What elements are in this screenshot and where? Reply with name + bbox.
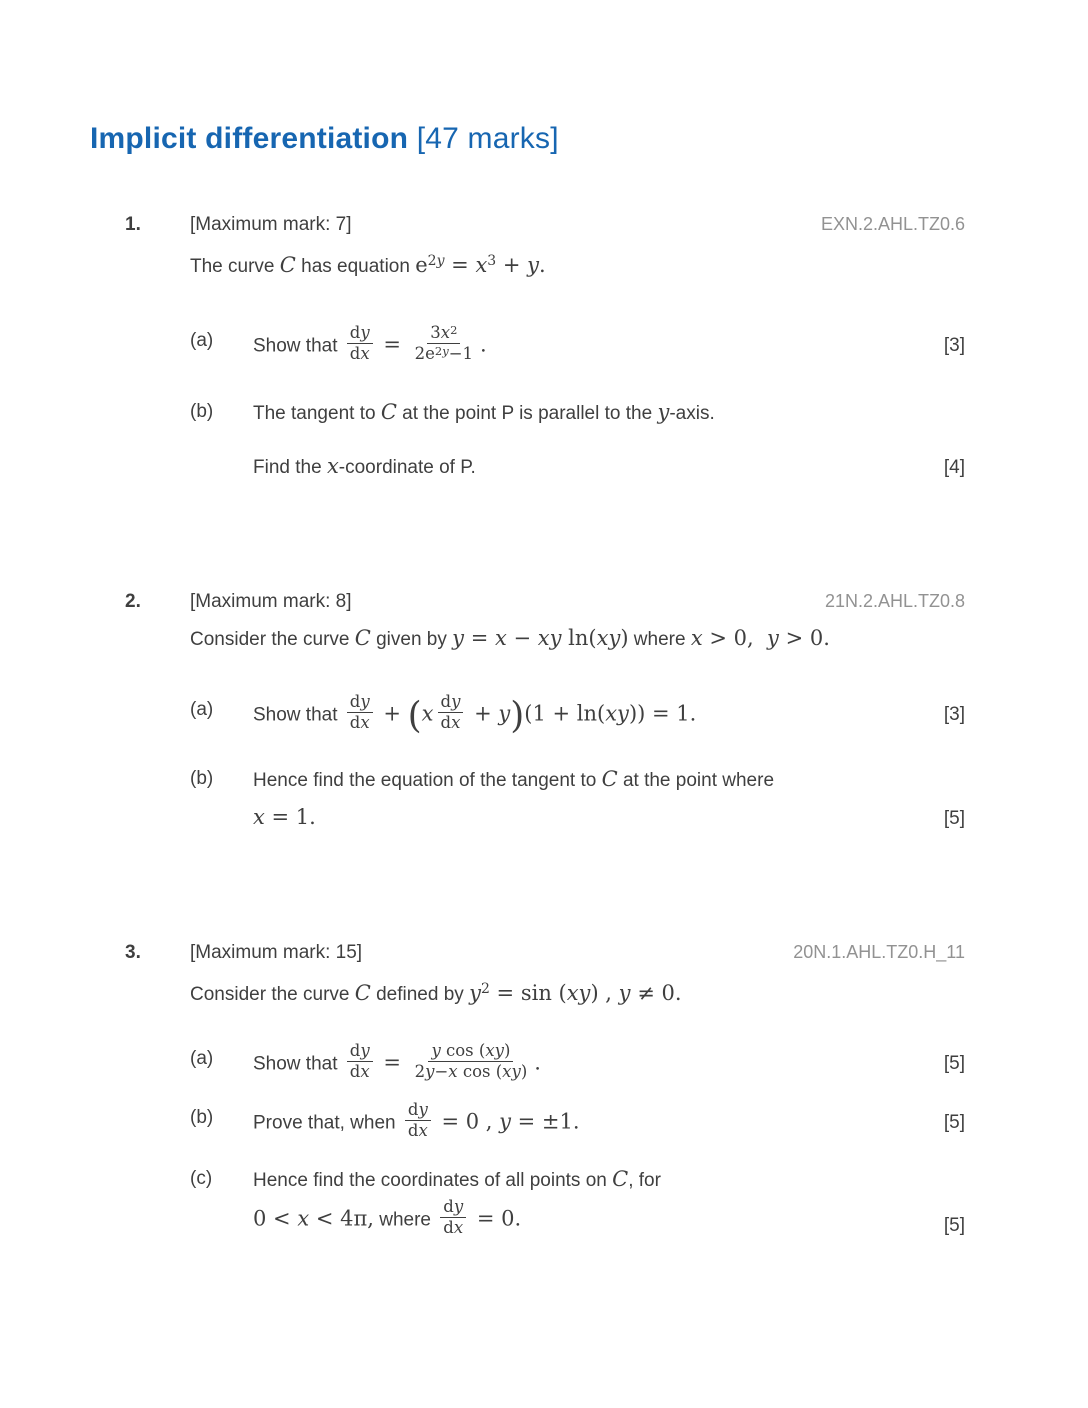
part-content: [253, 764, 965, 796]
question-3-intro: Consider the curve C defined by $y^2 = \sin (xy)$ , y ≠ 0.: [190, 980, 682, 1005]
question-ref: 21N.2.AHL.TZ0.8: [824, 590, 965, 611]
part-content: [253, 1040, 919, 1085]
page-title-marks: [47 marks]: [416, 122, 559, 155]
question-3-part-c-continued: [190, 1196, 965, 1241]
part-content: [253, 1196, 919, 1241]
part-label: (a): [190, 1047, 214, 1069]
max-mark-label: [Maximum mark: 7]: [190, 214, 352, 235]
question-3: [125, 938, 965, 1241]
page-title-text: Implicit differentiation: [90, 122, 417, 155]
question-3-part-c-condition: 0 < x < 4π, where $\frac{dy}{dx}$ = 0.: [253, 1196, 522, 1238]
marks-label: [4]: [943, 456, 965, 478]
question-1-body: [190, 246, 965, 483]
question-2-part-b-continued: [190, 802, 965, 834]
marks-label: [5]: [943, 1053, 965, 1075]
question-2: [125, 587, 965, 834]
question-2-part-a: [190, 691, 965, 737]
part-label: (b): [190, 400, 214, 422]
marks-label: [5]: [943, 807, 965, 829]
question-1-part-b: [190, 397, 965, 429]
part-label-spacer: [190, 451, 253, 483]
question-2-body: [190, 623, 965, 834]
question-number: 1.: [125, 214, 141, 235]
question-1-intro: The curve C has equation $e^{2y} = x^3 + y$.: [190, 253, 546, 277]
question-ref: 20N.1.AHL.TZ0.H_11: [793, 941, 965, 962]
question-number: 2.: [125, 590, 141, 612]
part-label-spacer: [190, 1200, 253, 1241]
question-3-part-b: [190, 1099, 965, 1144]
part-content: [253, 1099, 919, 1144]
marks-label: [5]: [943, 1214, 965, 1236]
question-1-part-b-task: Find the x-coordinate of P.: [253, 453, 476, 478]
page-title: [90, 122, 965, 156]
marks-label: [5]: [943, 1112, 965, 1134]
question-1-part-a-text: Show that $\frac{dy}{dx}$ = $\frac{3x^2}{2e^{2y}-1}$ .: [253, 323, 487, 364]
question-1-part-a: [190, 323, 965, 367]
part-label: (b): [190, 1106, 214, 1128]
question-3-part-c-text: Hence find the coordinates of all points on C, for: [253, 1166, 661, 1191]
part-content: [253, 397, 965, 429]
part-label: (b): [190, 767, 214, 789]
marks-label: [3]: [943, 335, 965, 357]
question-1-header: [125, 210, 965, 239]
part-content: [253, 451, 919, 483]
part-label: (a): [190, 698, 214, 720]
question-1: [125, 210, 965, 483]
question-number: 3.: [125, 941, 141, 963]
question-1-part-b-continued: [190, 451, 965, 483]
question-3-header: [125, 938, 965, 967]
question-2-part-a-text: Show that $\frac{dy}{dx}$ + (x $\frac{dy}{dx}$ + y)(1 + ln(xy)) = 1.: [253, 691, 697, 737]
question-2-part-b-condition: x = 1.: [253, 804, 316, 829]
question-1-part-b-text: The tangent to C at the point P is parallel to the y-axis.: [253, 399, 715, 424]
part-content: [253, 691, 919, 737]
question-2-intro: Consider the curve C given by y = x − xy ln(xy) where x > 0, y > 0.: [190, 625, 830, 650]
part-label: (c): [190, 1167, 213, 1189]
question-2-header: [125, 587, 965, 616]
part-label-spacer: [190, 802, 253, 834]
question-2-part-b-text: Hence find the equation of the tangent to C at the point where: [253, 766, 775, 791]
question-3-part-a: [190, 1040, 965, 1085]
part-content: [253, 323, 919, 367]
question-ref: EXN.2.AHL.TZ0.6: [820, 214, 965, 234]
question-3-part-b-text: Prove that, when $\frac{dy}{dx}$ = 0 , y = ±1.: [253, 1099, 580, 1141]
part-label: (a): [190, 330, 214, 351]
part-content: [253, 802, 919, 834]
question-2-part-b: [190, 764, 965, 796]
part-content: [253, 1164, 965, 1196]
marks-label: [3]: [943, 704, 965, 726]
max-mark-label: [Maximum mark: 8]: [190, 590, 352, 612]
max-mark-label: [Maximum mark: 15]: [190, 941, 363, 963]
question-3-part-a-text: Show that $\frac{dy}{dx}$ = $\frac{\text{y cos (xy)}}{\text{2y−x cos (xy)}}$ .: [253, 1040, 541, 1082]
question-3-part-c: [190, 1164, 965, 1196]
question-3-body: [190, 974, 965, 1241]
